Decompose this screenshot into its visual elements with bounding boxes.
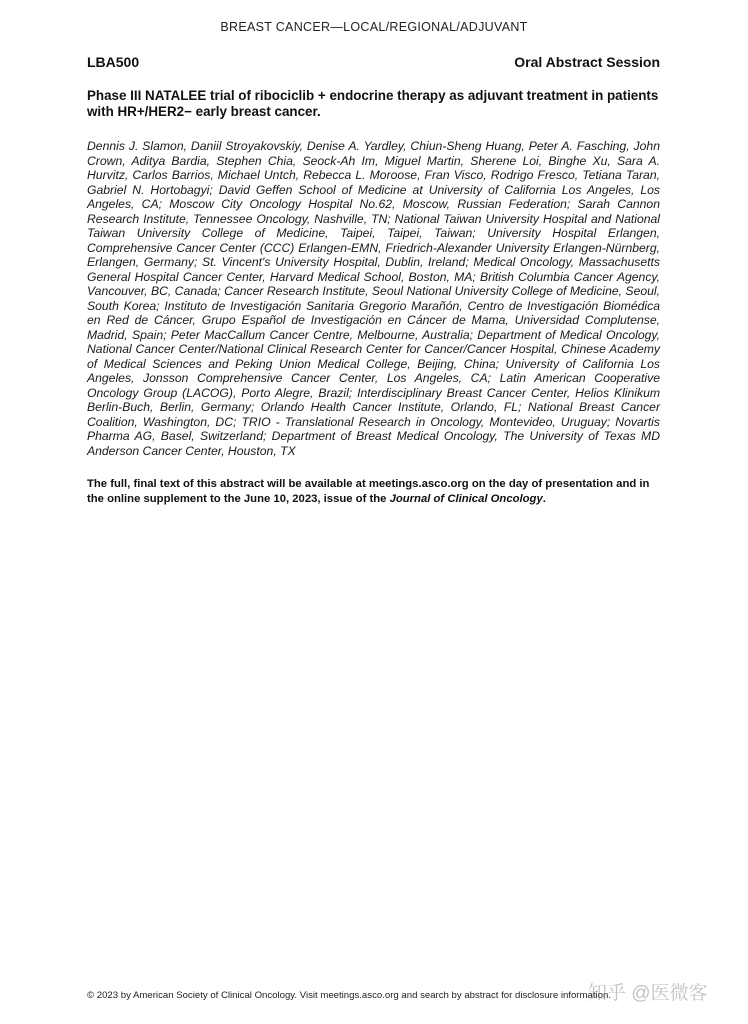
authors-affiliations: Dennis J. Slamon, Daniil Stroyakovskiy, Denise A. Yardley, Chiun-Sheng Huang, Peter A. Fasching, John Crown, Aditya Bardia, Stephen Chia, Seock-Ah Im, Miguel Martin, Sherene Loi, Binghe Xu, Sara A. Hurvitz, Carlos Barrios, Michael Untch, Rebecca L. Moroose, Fran Visco, Rodrigo Fresco, Tetiana Taran, Gabriel N. Hortobagyi; David Geffen School of Medicine at University of California Los Angeles, Los Angeles, CA; Moscow City Oncology Hospital No.62, Moscow, Russian Federation; Sarah Cannon Research Institute, Tennessee Oncology, Nashville, TN; National Taiwan University Hospital and National Taiwan University College of Medicine, Taipei, Taipei, Taiwan; University Hospital Erlangen, Comprehensive Cancer Center (CCC) Erlangen-EMN, Friedrich-Alexander University Erlangen-Nürnberg, Erlangen, Germany; St. Vincent's University Hospital, Dublin, Ireland; Medical Oncology, Massachusetts General Hospital Cancer Center, Harvard Medical School, Boston, MA; British Columbia Cancer Agency, Vancouver, BC, Canada; Cancer Research Institute, Seoul National University College of Medicine, Seoul, South Korea; Instituto de Investigación Sanitaria Gregorio Marañón, Centro de Investigación Biomédica en Red de Cáncer, Grupo Español de Investigación en Cáncer de Mama, Universidad Complutense, Madrid, Spain; Peter MacCallum Cancer Centre, Melbourne, Australia; Department of Medical Oncology, National Cancer Center/National Clinical Research Center for Cancer/Cancer Hospital, Chinese Academy of Medical Sciences and Peking Union Medical College, Beijing, China; University of California Los Angeles, Jonsson Comprehensive Cancer Center, Los Angeles, CA; Latin American Cooperative Oncology Group (LACOG), Porto Alegre, Brazil; Interdisciplinary Breast Cancer Center, Helios Klinikum Berlin-Buch, Berlin, Germany; Orlando Health Cancer Institute, Orlando, FL; National Breast Cancer Coalition, Washington, DC; TRIO - Translational Research in Oncology, Montevideo, Uruguay; Novartis Pharma AG, Basel, Switzerland; Department of Breast Medical Oncology, The University of Texas MD Anderson Cancer Center, Houston, TX (87, 139, 660, 458)
copyright-footer: © 2023 by American Society of Clinical Oncology. Visit meetings.asco.org and search by abstract for disclosure information. (87, 990, 611, 1001)
availability-note-end: . (542, 492, 546, 505)
availability-note-text: The full, final text of this abstract will be available at meetings.asco.org on the day of presentation and in the online supplement to the June 10, 2023, issue of the (87, 478, 650, 505)
section-header: BREAST CANCER—LOCAL/REGIONAL/ADJUVANT (220, 20, 528, 34)
abstract-id-row (87, 54, 660, 70)
availability-note (87, 477, 663, 506)
session-type: Oral Abstract Session (514, 54, 660, 70)
watermark: 知乎 @医微客 (588, 983, 708, 1004)
journal-name: Journal of Clinical Oncology (389, 492, 543, 505)
abstract-title: Phase III NATALEE trial of ribociclib + endocrine therapy as adjuvant treatment in patients with HR+/HER2− early breast cancer. (87, 88, 659, 119)
abstract-id: LBA500 (87, 54, 140, 70)
